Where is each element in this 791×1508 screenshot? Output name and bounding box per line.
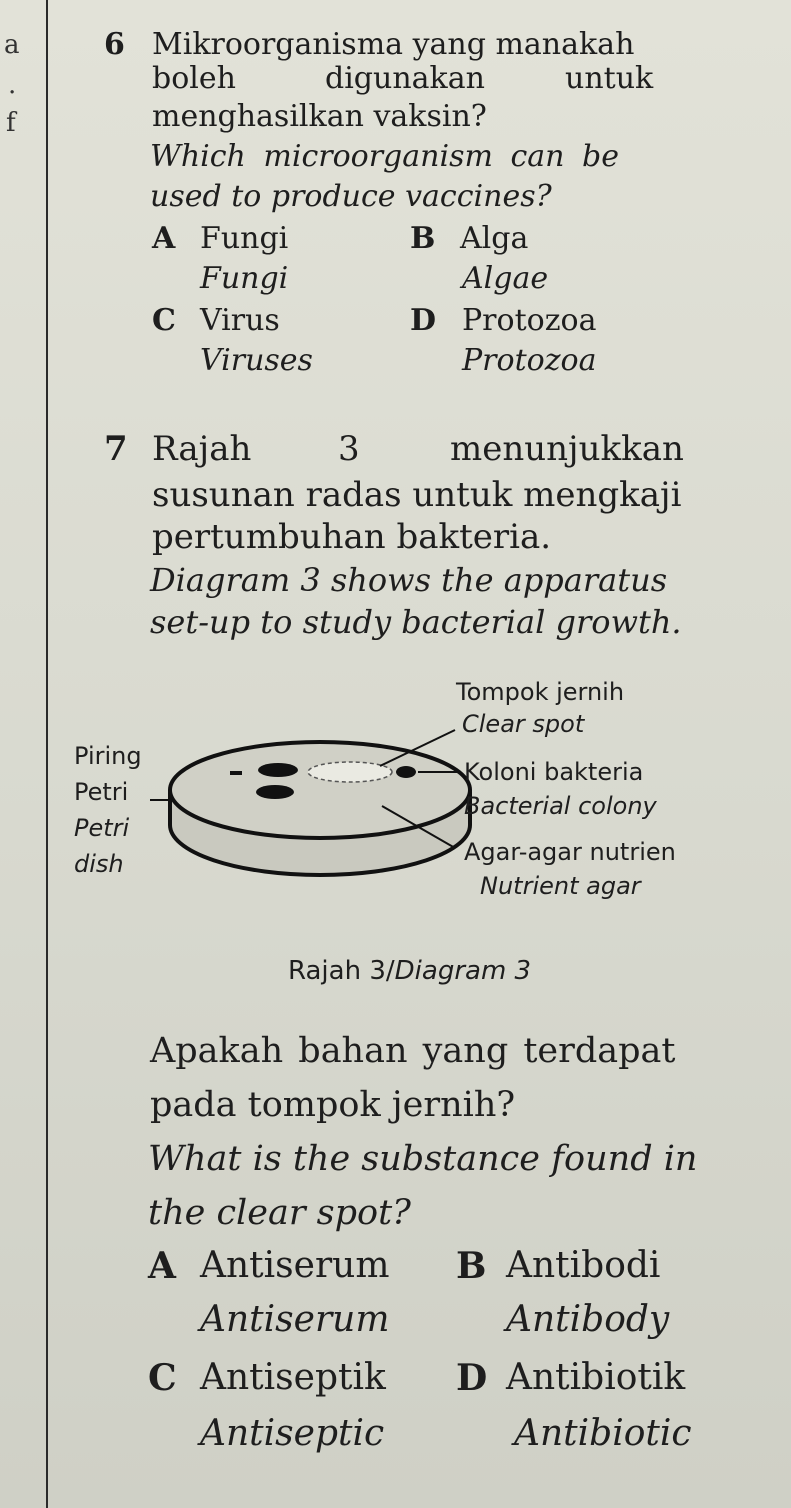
q7-malay-line1-a: Rajah [152,429,252,469]
q6-option-b-letter[interactable]: B [410,221,436,256]
label-dish-english-2: dish [74,850,124,878]
diagram-caption [288,958,531,984]
page-margin-line [46,0,48,1508]
q6-option-d-english[interactable]: Protozoa [462,343,597,378]
q6-option-a-english[interactable]: Fungi [200,261,289,296]
bacterial-colony-1 [258,763,298,777]
q7-question-english-2: the clear spot? [148,1193,411,1233]
bacterial-colony-4 [396,766,416,778]
margin-mark: a [4,30,20,60]
q6-english-line2: used to produce vaccines? [150,179,552,214]
q7-english-line2: set-up to study bacterial growth. [150,603,682,641]
q6-option-c-english[interactable]: Viruses [200,343,313,378]
label-colony-english: Bacterial colony [464,792,657,820]
nutrient-agar-surface [170,742,470,838]
q6-malay-line2-a: boleh [152,61,236,96]
q6-malay-line1: Mikroorganisma yang manakah [152,27,635,62]
margin-mark: f [6,108,16,138]
q7-option-d-letter[interactable]: D [456,1357,488,1399]
q6-english-line1: Which microorganism can be [150,139,619,174]
q7-option-b-letter[interactable]: B [456,1245,487,1287]
diagram-caption-malay: Rajah 3/ [288,956,395,986]
q6-number: 6 [104,27,125,62]
q6-option-c-malay[interactable]: Virus [200,303,280,338]
label-dish-malay-2: Petri [74,778,129,806]
q6-option-c-letter[interactable]: C [152,303,176,338]
q7-question-malay-2: pada tompok jernih? [150,1085,516,1125]
clear-spot [308,762,392,782]
q7-option-d-english[interactable]: Antibiotic [514,1413,692,1454]
label-clear-spot-malay: Tompok jernih [456,678,625,706]
q6-malay-line3: menghasilkan vaksin? [152,99,487,134]
diagram-caption-english: Diagram 3 [394,956,532,986]
label-dish-english-1: Petri [74,814,130,842]
label-dish-malay-1: Piring [74,742,142,770]
q6-option-b-english[interactable]: Algae [462,261,549,296]
q7-option-c-malay[interactable]: Antiseptik [200,1357,386,1398]
label-agar-malay: Agar-agar nutrien [464,838,676,866]
q6-option-a-letter[interactable]: A [152,221,176,256]
q7-option-a-english[interactable]: Antiserum [200,1299,390,1340]
q7-option-c-english[interactable]: Antiseptic [200,1413,385,1454]
q7-malay-line3: pertumbuhan bakteria. [152,517,552,557]
q7-malay-line1-c: menunjukkan [450,429,684,469]
q6-malay-line2-b: digunakan [325,61,485,96]
q7-option-b-malay[interactable]: Antibodi [506,1245,661,1286]
q7-option-d-malay[interactable]: Antibiotik [506,1357,686,1398]
label-agar-english: Nutrient agar [480,872,641,900]
bacterial-colony-2 [256,785,294,799]
petri-dish-diagram [60,680,740,900]
label-colony-malay: Koloni bakteria [464,758,644,786]
q7-malay-line2: susunan radas untuk mengkaji [152,475,682,515]
q7-english-line1: Diagram 3 shows the apparatus [150,561,668,599]
q6-option-d-letter[interactable]: D [410,303,437,338]
q7-number: 7 [104,429,128,469]
q7-question-english-1: What is the substance found in [148,1139,698,1179]
q6-option-a-malay[interactable]: Fungi [200,221,289,256]
q6-option-b-malay[interactable]: Alga [460,221,529,256]
q7-question-malay-1: Apakah bahan yang terdapat [150,1031,676,1071]
margin-mark: . [8,70,17,100]
q7-option-b-english[interactable]: Antibody [506,1299,670,1340]
label-clear-spot-english: Clear spot [462,710,585,738]
q6-malay-line2-c: untuk [565,61,654,96]
q7-option-a-malay[interactable]: Antiserum [200,1245,390,1286]
q7-option-a-letter[interactable]: A [148,1245,176,1287]
q7-malay-line1-b: 3 [338,429,360,469]
q6-option-d-malay[interactable]: Protozoa [462,303,597,338]
q7-option-c-letter[interactable]: C [148,1357,177,1399]
